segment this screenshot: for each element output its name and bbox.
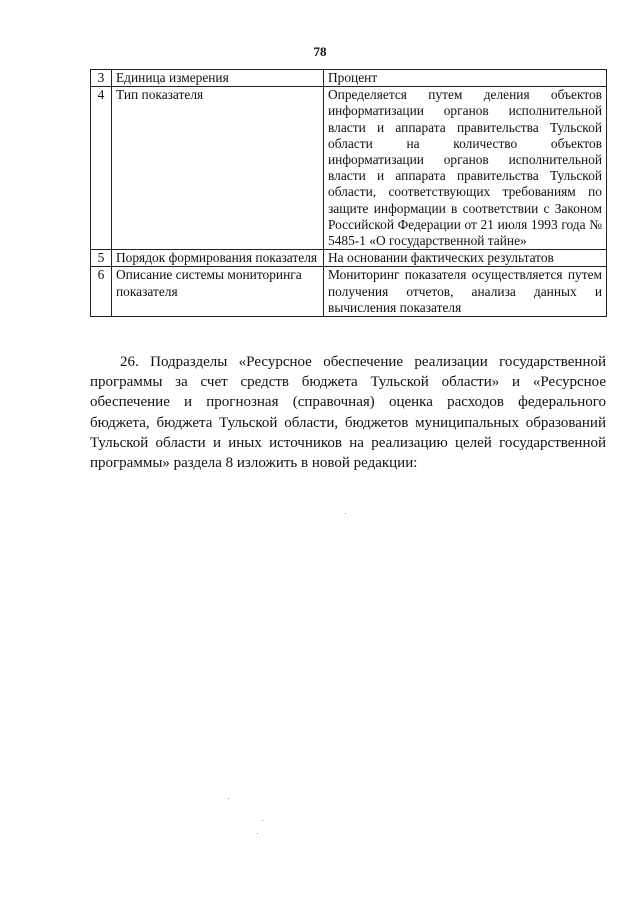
page-number: 78 [313, 44, 327, 59]
row-number: 6 [91, 267, 112, 317]
row-value: Определяется путем деления объектов информатизации органов исполнительной власти и аппарата правительства Тульской области на количество объектов информатизации органов исполнительной власти и аппарата правительства Тульской области, соответствующих требованиям по защите информации в соответствии с Законом Российской Федерации от 21 июля 1993 года № 5485-1 «О государственной тайне» [324, 87, 607, 250]
scan-speck [262, 820, 263, 821]
row-number: 4 [91, 87, 112, 250]
scan-speck [228, 798, 229, 799]
table-row [91, 267, 607, 317]
table-row [91, 250, 607, 267]
row-number: 5 [91, 250, 112, 267]
scan-speck [345, 513, 346, 514]
row-name: Единица измерения [112, 70, 324, 87]
row-name: Тип показателя [112, 87, 324, 250]
table-row [91, 87, 607, 250]
row-value: Мониторинг показателя осуществляется путем получения отчетов, анализа данных и вычисления показателя [324, 267, 607, 317]
row-name: Порядок формирования показателя [112, 250, 324, 267]
row-name: Описание системы мониторинга показателя [112, 267, 324, 317]
row-value: На основании фактических результатов [324, 250, 607, 267]
indicator-table [90, 69, 607, 317]
scan-speck [257, 833, 258, 834]
table-row [91, 70, 607, 87]
row-value: Процент [324, 70, 607, 87]
body-paragraph: 26. Подразделы «Ресурсное обеспечение реализации государственной программы за счет средств бюджета Тульской области» и «Ресурсное обеспечение и прогнозная (справочная) оценка расходов федерального бюджета, бюджета Тульской области, бюджетов муниципальных образований Тульской области и иных источников на реализацию целей государственной программы» раздела 8 изложить в новой редакции: [90, 354, 606, 472]
row-number: 3 [91, 70, 112, 87]
